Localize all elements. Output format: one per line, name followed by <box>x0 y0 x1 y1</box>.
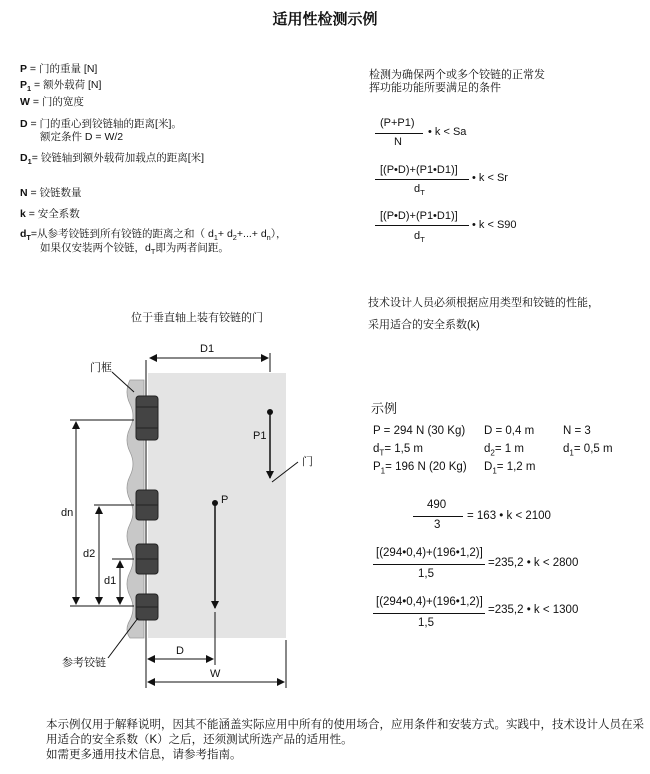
example-row2-dt: $d_T= 1,5$ m <box>373 443 424 458</box>
example-row2-d1: $d_1= 0,5$ m <box>563 443 613 458</box>
footer-line1: 本示例仅用于解释说明，因其不能涵盖实际应用中所有的使用场合，应用条件和安装方式。实践中，技术设计人员在采 <box>46 719 644 731</box>
formula1-rest: • k < Sa <box>428 126 467 138</box>
label-door-frame: 门框 <box>90 362 112 374</box>
example-row1-p: P = 294 N (30 Kg) <box>373 425 466 437</box>
def-N: N = 铰链数量 <box>20 187 82 199</box>
example-formula1-denominator: 3 <box>434 519 441 531</box>
example-formula3-denominator: 1,5 <box>418 617 434 629</box>
def-D1: $D_1=$ 铰链轴到额外载荷加载点的距离[米] <box>20 152 205 167</box>
formula2-numerator: [(P•D)+(P1•D1)] <box>380 164 458 176</box>
example-heading: 示例 <box>371 401 398 416</box>
formula1-numerator: (P+P1) <box>380 117 415 129</box>
label-reference-hinge: 参考铰链 <box>62 657 106 669</box>
example-formula3-rest: =235,2 • k < 1300 <box>488 604 579 616</box>
label-door: 门 <box>302 456 313 468</box>
def-P: P = 门的重量 [N] <box>20 63 98 75</box>
formula3-numerator: [(P•D)+(P1•D1)] <box>380 210 458 222</box>
example-formula2-rest: =235,2 • k < 2800 <box>488 557 579 569</box>
label-P1: P1 <box>253 430 267 442</box>
door-panel <box>148 373 286 638</box>
hinge-top <box>136 396 158 440</box>
tech-note-line1: 技术设计人员必须根据应用类型和铰链的性能， <box>368 297 599 309</box>
label-d1: d1 <box>104 575 117 587</box>
label-D: D <box>176 645 184 657</box>
formula2-rest: • k < Sr <box>472 172 508 184</box>
footer-line3: 如需更多通用技术信息，请参考指南。 <box>46 749 242 761</box>
formula2-denominator: $d_T$ <box>414 183 425 198</box>
def-dT-line2: 如果仅安装两个铰链，$d_T$即为两者间距。 <box>40 242 229 257</box>
footer-note <box>46 718 646 763</box>
example-formula1-numerator: 490 <box>427 499 447 511</box>
example-row1-d: D = 0,4 m <box>484 425 535 437</box>
example-formula2-fraction-bar <box>373 564 485 565</box>
def-D: D = 门的重心到铰链轴的距离[米]。 <box>20 118 182 130</box>
label-P: P <box>221 494 229 506</box>
def-dT: $d_T=$从参考铰链到所有铰链的距离之和（ $d_1+ d_2+...+ d_n$）， <box>20 228 287 243</box>
def-W: W = 门的宽度 <box>20 96 84 108</box>
formula3-rest: • k < S90 <box>472 219 517 231</box>
example-formula2-denominator: 1,5 <box>418 568 434 580</box>
example-row3-d1: $D_1= 1,2$ m <box>484 461 536 476</box>
label-d2: d2 <box>83 548 96 560</box>
page-title: 适用性检测示例 <box>272 11 378 28</box>
diagram-caption: 位于垂直轴上装有铰链的门 <box>131 312 263 324</box>
example-row2-d2: $d_2= 1$ m <box>484 443 524 458</box>
example-row3-p1: $P_1= 196$ N (20 Kg) <box>373 461 467 476</box>
conditions-note-line1: 检测为确保两个或多个铰链的正常发 <box>369 69 545 81</box>
footer-line2: 用适合的安全系数（K）之后，还须测试所选产品的适用性。 <box>46 734 353 746</box>
def-k: k = 安全系数 <box>20 208 80 220</box>
example-formula1-rest: = 163 • k < 2100 <box>467 510 551 522</box>
example-row1-n: N = 3 <box>563 425 591 437</box>
def-D-condition: 额定条件 D = W/2 <box>40 131 124 143</box>
label-W: W <box>210 668 221 680</box>
formula3-denominator: $d_T$ <box>414 230 425 245</box>
label-dn: dn <box>61 507 74 519</box>
label-D1: D1 <box>200 343 215 355</box>
tech-note-line2: 采用适合的安全系数(k) <box>368 319 480 331</box>
def-P1: $P_1$ = 额外载荷 [N] <box>20 79 102 94</box>
example-formula3-numerator: [(294•0,4)+(196•1,2)] <box>376 596 483 608</box>
conditions-note-line2: 挥功能功能所要满足的条件 <box>369 82 501 94</box>
example-formula2-numerator: [(294•0,4)+(196•1,2)] <box>376 547 483 559</box>
formula1-denominator: N <box>394 136 402 148</box>
example-formula3-fraction-bar <box>373 613 485 614</box>
example-formula1-fraction-bar <box>413 516 463 517</box>
